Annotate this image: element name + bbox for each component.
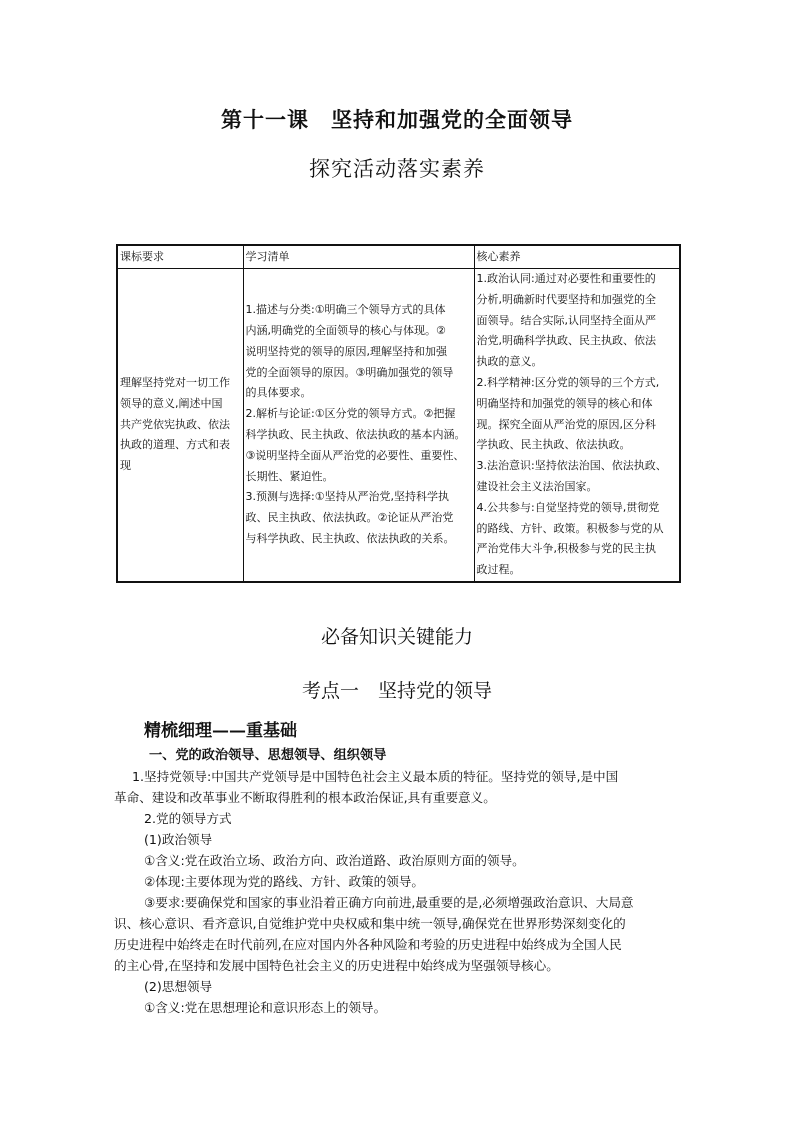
paragraph: (2)思想领导 [144,979,213,994]
table-cell-core-literacy [474,269,680,582]
paragraph: ①含义:党在思想理论和意识形态上的领导。 [144,1000,387,1015]
paragraph: 革命、建设和改革事业不断取得胜利的根本政治保证,具有重要意义。 [114,790,496,805]
paragraph: 1.坚持党领导:中国共产党领导是中国特色社会主义最本质的特征。坚持党的领导,是中国 [132,769,619,784]
table-header-cell: 课标要求 [117,245,243,269]
cell-line: 与科学执政、民主执政、依法执政的关系。 [245,531,455,545]
cell-line: 内涵,明确党的全面领导的核心与体现。② [245,323,446,337]
lesson-subtitle: 探究活动落实素养 [309,157,485,181]
cell-line: 4.公共参与:自觉坚持党的领导,贯彻党 [476,500,660,514]
table-header-cell: 学习清单 [243,245,474,269]
cell-line: 的路线、方针、政策。积极参与党的从 [476,521,664,535]
cell-line: 建设社会主义法治国家。 [476,479,598,493]
cell-line: 现 [120,459,131,473]
cell-line: 2.科学精神:区分党的领导的三个方式, [476,375,660,389]
cell-line: 党的全面领导的原因。③明确加强党的领导 [245,365,454,379]
cell-line: 理解坚持党对一切工作 [120,375,230,389]
cell-line: 治党,明确科学执政、民主执政、依法 [476,334,656,348]
cell-line: 面领导。结合实际,认同坚持全面从严 [476,313,656,327]
cell-line: 的具体要求。 [245,386,312,400]
lesson-title: 第十一课 坚持和加强党的全面领导 [221,107,573,132]
paragraph: 历史进程中始终走在时代前列,在应对国内外各种风险和考验的历史进程中始终成为全国人民 [114,937,622,952]
topic-heading: 考点一 坚持党的领导 [301,680,492,702]
cell-line: 严治党伟大斗争,积极参与党的民主执 [476,542,656,556]
table-header-row [117,245,680,269]
paragraph: 的主心骨,在坚持和发展中国特色社会主义的历史进程中始终成为坚强领导核心。 [114,958,559,973]
paragraph: ②体现:主要体现为党的路线、方针、政策的领导。 [144,874,425,889]
cell-line: 3.法治意识:坚持依法治国、依法执政、 [476,459,667,473]
cell-line: 分析,明确新时代要坚持和加强党的全 [476,292,656,306]
cell-line: 2.解析与论证:①区分党的领导方式。②把握 [245,407,456,421]
cell-line: 科学执政、民主执政、依法执政的基本内涵。 [245,427,466,441]
paragraph: 识、核心意识、看齐意识,自觉维护党中央权威和集中统一领导,确保党在世界形势深刻变化的 [114,916,626,931]
table-row [117,269,680,582]
content-heading: 一、党的政治领导、思想领导、组织领导 [149,748,387,763]
cell-line: 领导的意义,阐述中国 [120,396,223,410]
table-cell-checklist [243,269,474,582]
paragraph: ③要求:要确保党和国家的事业沿着正确方向前进,最重要的是,必须增强政治意识、大局意 [144,895,634,910]
section-heading: 必备知识关键能力 [320,626,473,648]
subsection-heading: 精梳细理——重基础 [144,721,297,741]
cell-line: 长期性、紧迫性。 [245,469,334,483]
cell-line: 政、民主执政、依法执政。②论证从严治党 [245,511,454,525]
cell-line: 说明坚持党的领导的原因,理解坚持和加强 [245,344,447,358]
body-content [114,745,654,1018]
cell-line: 现。探究全面从严治党的原因,区分科 [476,417,656,431]
cell-line: 共产党依宪执政、依法 [120,417,230,431]
cell-line: 明确坚持和加强党的领导的核心和体 [476,396,653,410]
cell-line: 政过程。 [476,563,521,577]
paragraph: 2.党的领导方式 [144,811,232,826]
paragraph: (1)政治领导 [144,832,213,847]
cell-line: 3.预测与选择:①坚持从严治党,坚持科学执 [245,490,450,504]
cell-line: 学执政、民主执政、依法执政。 [476,438,631,452]
cell-line: 执政的意义。 [476,355,543,369]
table-cell-requirements [117,269,243,582]
cell-line: ③说明坚持全面从严治党的必要性、重要性、 [245,448,465,462]
cell-line: 1.政治认同:通过对必要性和重要性的 [476,272,656,285]
curriculum-table [116,244,681,583]
cell-line: 执政的道理、方式和表 [120,438,230,452]
paragraph: ①含义:党在政治立场、政治方向、政治道路、政治原则方面的领导。 [144,853,525,868]
table-header-cell: 核心素养 [474,245,680,269]
cell-line: 1.描述与分类:①明确三个领导方式的具体 [245,303,446,317]
